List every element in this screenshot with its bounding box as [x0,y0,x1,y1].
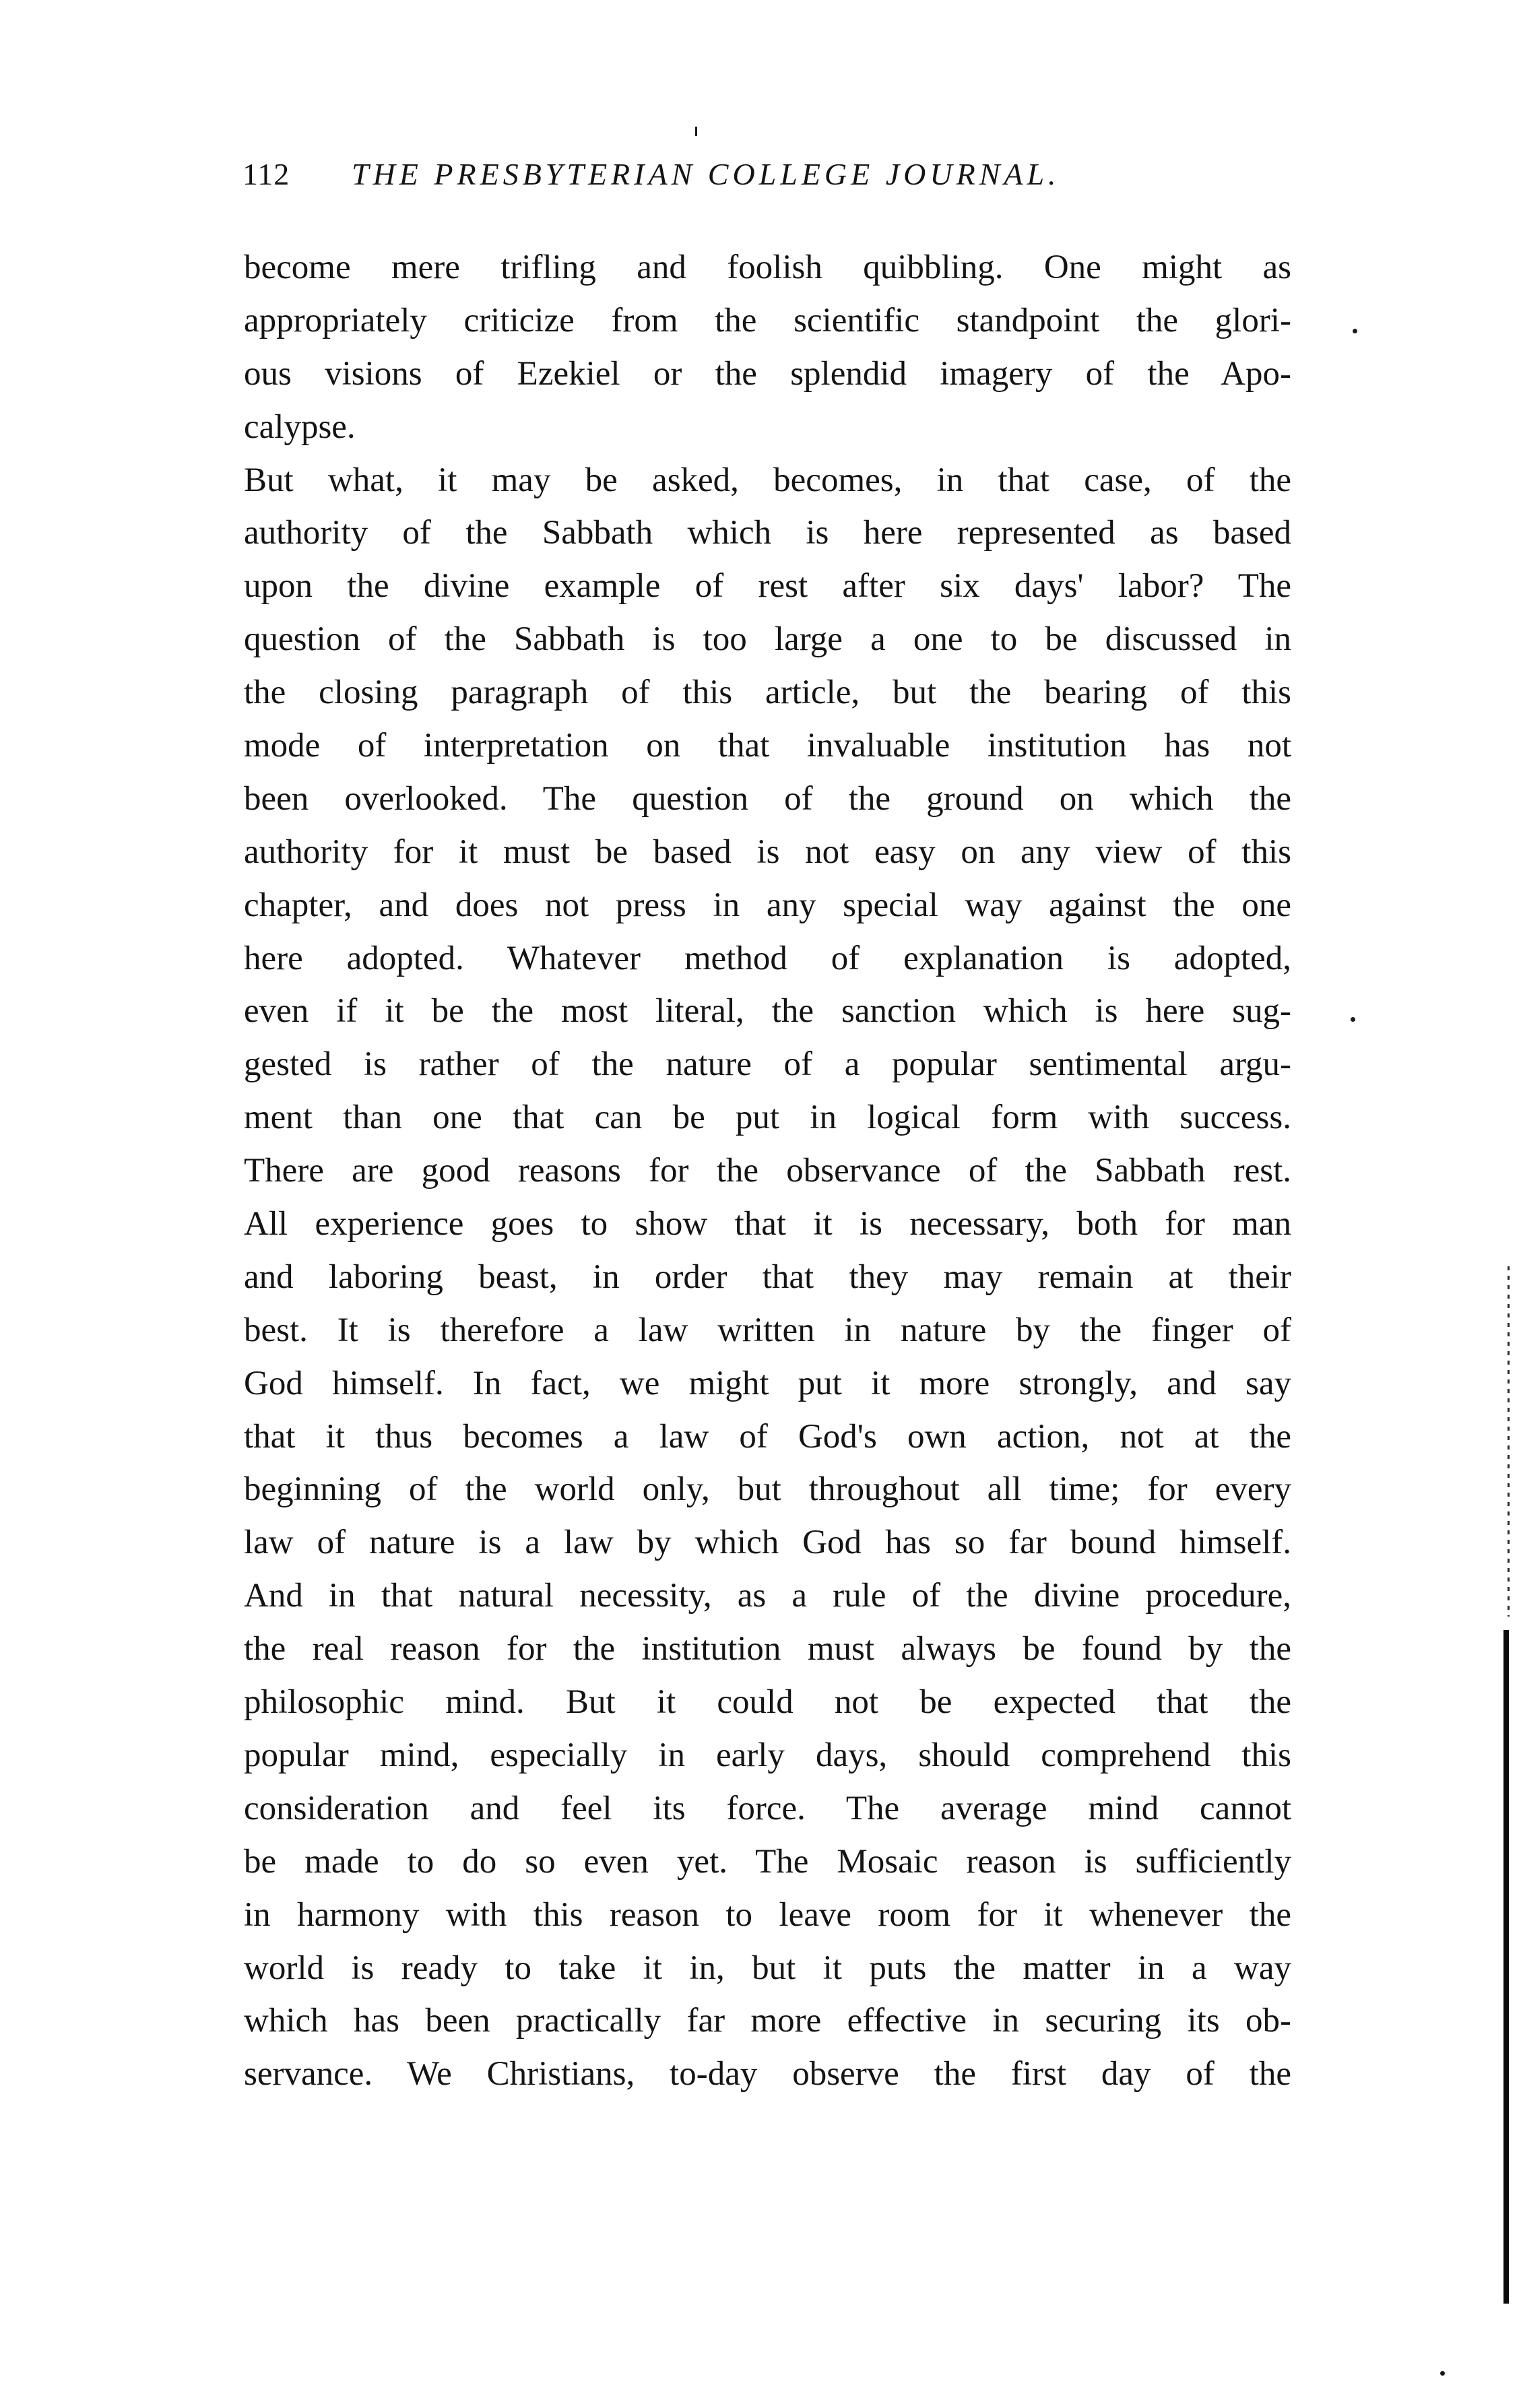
text-line: God himself. In fact, we might put it more strongly, and say [244,1364,1291,1402]
running-title: THE PRESBYTERIAN COLLEGE JOURNAL. [352,157,1060,191]
text-line: philosophic mind. But it could not be expected that the [244,1683,1291,1722]
text-line: even if it be the most literal, the sanction which is here sug- [244,992,1291,1031]
text-line: mode of interpretation on that invaluable institution has not [244,727,1291,765]
page-edge-shadow [1508,1266,1510,1617]
text-line: All experience goes to show that it is necessary, both for man [244,1205,1291,1243]
text-line: been overlooked. The question of the ground on which the [244,779,1291,818]
text-line: ous visions of Ezekiel or the splendid imagery of the Apo- [244,354,1291,393]
text-line: And in that natural necessity, as a rule of the divine procedure, [244,1577,1291,1615]
text-line: world is ready to take it in, but it puts the matter in a way [244,1949,1291,1987]
text-line: chapter, and does not press in any special way against the one [244,886,1291,924]
text-line: beginning of the world only, but throughout all time; for every [244,1470,1291,1509]
scan-speck [1440,2371,1445,2376]
text-line: here adopted. Whatever method of explanation is adopted, [244,939,1291,977]
page-header [242,156,1293,203]
text-line: But what, it may be asked, becomes, in that case, of the [244,461,1291,499]
scan-speck [1353,329,1357,333]
text-line: law of nature is a law by which God has so far bound himself. [244,1524,1291,1562]
text-line: best. It is therefore a law written in nature by the finger of [244,1311,1291,1349]
page-edge-bar [1503,1630,1509,2304]
text-line: gested is rather of the nature of a popular sentimental argu- [244,1045,1291,1084]
text-line: which has been practically far more effective in securing its ob- [244,2002,1291,2040]
text-line: question of the Sabbath is too large a one to be discussed in [244,620,1291,659]
text-line: appropriately criticize from the scientific standpoint the glori- [244,301,1291,339]
text-line: ment than one that can be put in logical form with success. [244,1099,1291,1137]
text-line: become mere trifling and foolish quibbling. One might as [244,249,1291,286]
text-line: upon the divine example of rest after six days' labor? The [244,567,1291,606]
text-line: the closing paragraph of this article, but the bearing of this [244,674,1291,712]
text-line: There are good reasons for the observance of the Sabbath rest. [244,1152,1291,1190]
text-line: authority of the Sabbath which is here represented as based [244,514,1291,552]
text-line: authority for it must be based is not easy on any view of this [244,833,1291,871]
text-line: and laboring beast, in order that they may remain at their [244,1258,1291,1296]
page-number: 112 [242,157,290,191]
text-line: the real reason for the institution must always be found by the [244,1630,1291,1668]
body-text [244,241,1291,2101]
text-line: servance. We Christians, to-day observe the first day of the [244,2055,1291,2093]
text-line: in harmony with this reason to leave room for it whenever the [244,1895,1291,1934]
text-line: calypse. [244,408,356,446]
text-line: that it thus becomes a law of God's own action, not at the [244,1417,1291,1456]
scan-speck [695,127,697,136]
text-line: consideration and feel its force. The average mind cannot [244,1789,1291,1827]
text-line: popular mind, especially in early days, should comprehend this [244,1736,1291,1774]
scan-speck [1351,1017,1355,1022]
text-line: be made to do so even yet. The Mosaic reason is sufficiently [244,1842,1291,1881]
